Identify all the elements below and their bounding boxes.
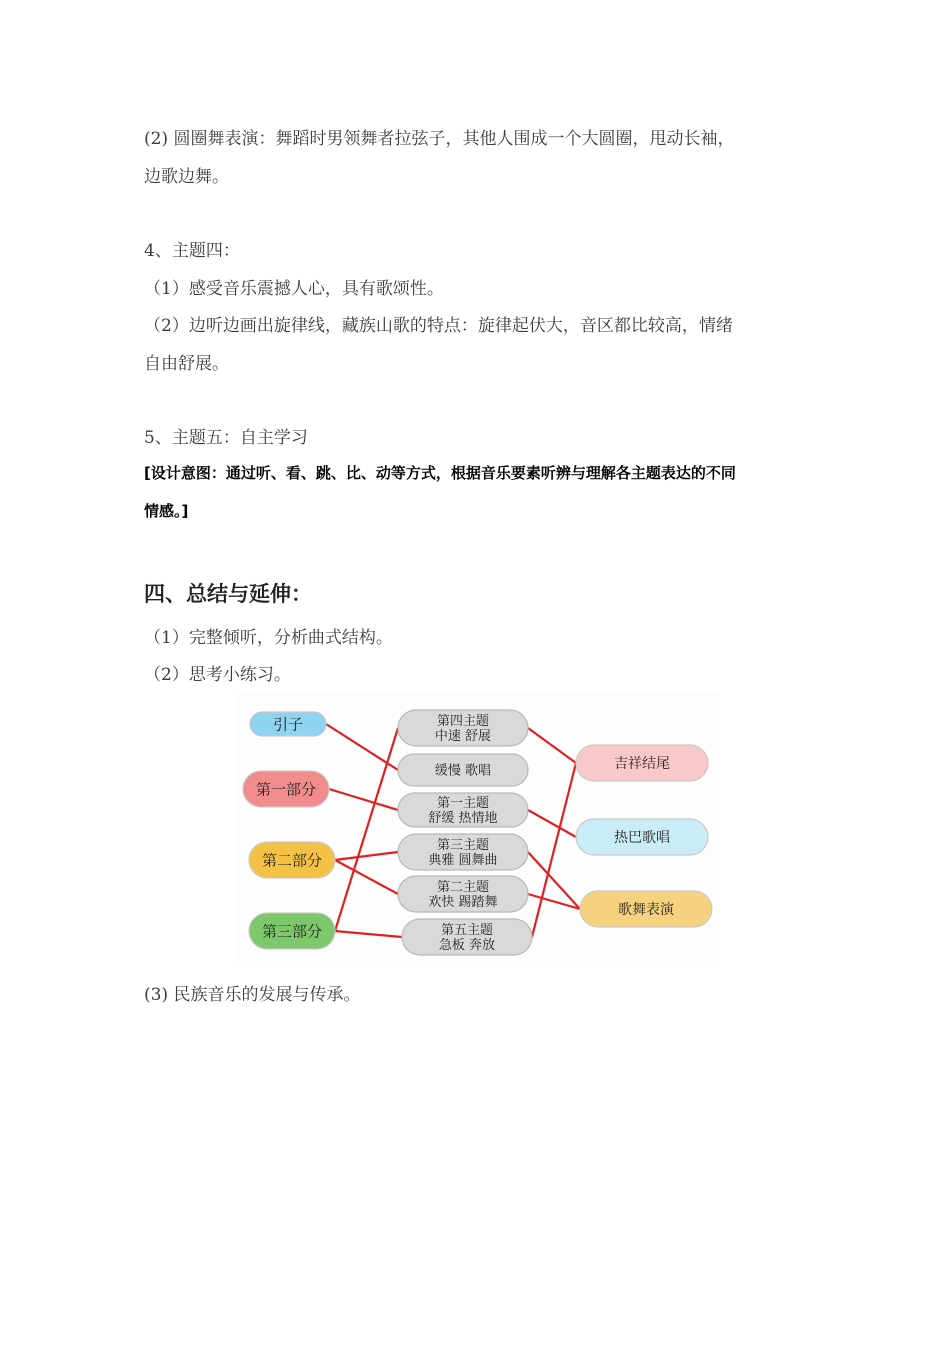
right-node-0-label: 吉祥结尾 — [614, 756, 670, 773]
summary-item3: (3) 民族音乐的发展与传承。 — [144, 985, 361, 1005]
middle-node-4 — [398, 876, 528, 912]
summary-item2: （2）思考小练习。 — [144, 665, 291, 685]
right-node-2-label: 歌舞表演 — [618, 902, 674, 919]
middle-node-2-label: 第一主题 — [436, 796, 490, 812]
middle-node-0-label: 中速 舒展 — [434, 729, 492, 745]
left-node-0 — [250, 712, 326, 736]
theme5-title: 5、主题五：自主学习 — [144, 428, 308, 448]
middle-node-5-label: 急板 奔放 — [438, 938, 496, 954]
theme4-item1: （1）感受音乐震撼人心，具有歌颂性。 — [144, 279, 444, 299]
middle-node-2 — [398, 793, 528, 827]
section3-item2-line2: 边歌边舞。 — [144, 167, 229, 187]
middle-node-3 — [398, 834, 528, 870]
right-node-1-label: 热巴歌唱 — [614, 830, 670, 847]
middle-node-1-label: 缓慢 歌唱 — [434, 763, 492, 779]
theme4-title: 4、主题四： — [144, 241, 240, 261]
middle-node-4-label: 第二主题 — [436, 880, 490, 896]
middle-node-1 — [398, 754, 528, 786]
left-node-3 — [249, 913, 335, 949]
right-node-2 — [580, 891, 712, 927]
summary-item1: （1）完整倾听，分析曲式结构。 — [144, 628, 393, 648]
summary-heading: 四、总结与延伸： — [144, 582, 312, 606]
middle-node-0 — [398, 710, 528, 746]
middle-node-5 — [402, 919, 532, 955]
right-node-1 — [576, 819, 708, 855]
left-node-1 — [243, 771, 329, 807]
middle-node-4-label: 欢快 踢踏舞 — [428, 895, 498, 911]
design-intent-line2: 情感。] — [144, 502, 189, 520]
design-intent-line1: [设计意图：通过听、看、跳、比、动等方式，根据音乐要素听辨与理解各主题表达的不同 — [144, 464, 736, 482]
left-node-1-label: 第一部分 — [255, 780, 317, 799]
theme4-item2-line1: （2）边听边画出旋律线，藏族山歌的特点：旋律起伏大，音区都比较高，情绪 — [144, 316, 733, 336]
middle-node-2-label: 舒缓 热情地 — [428, 811, 498, 827]
right-node-0 — [576, 745, 708, 781]
left-node-0-label: 引子 — [272, 715, 304, 734]
left-node-2 — [249, 842, 335, 878]
middle-node-0-label: 第四主题 — [436, 714, 490, 730]
middle-node-3-label: 典雅 圆舞曲 — [428, 853, 498, 869]
middle-node-3-label: 第三主题 — [436, 838, 490, 854]
theme4-item2-line2: 自由舒展。 — [144, 354, 229, 374]
left-node-2-label: 第二部分 — [261, 851, 323, 870]
left-node-3-label: 第三部分 — [261, 922, 323, 941]
form-structure-diagram — [236, 692, 720, 962]
middle-node-5-label: 第五主题 — [440, 923, 494, 939]
section3-item2-line1: (2) 圆圈舞表演：舞蹈时男领舞者拉弦子，其他人围成一个大圆圈，甩动长袖， — [144, 129, 735, 149]
